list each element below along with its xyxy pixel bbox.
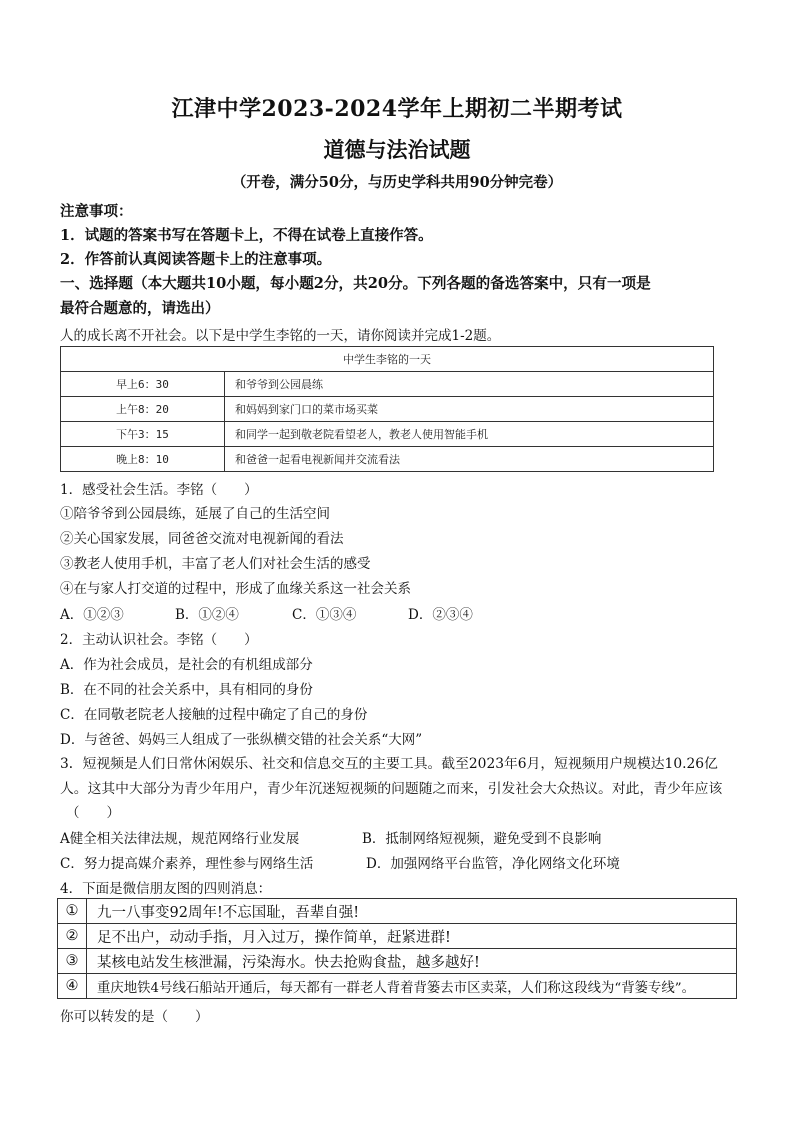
section1-heading-line2: 最符合题意的，请选出） xyxy=(60,300,220,317)
q3-stem-line2: 人。这其中大部分为青少年用户，青少年沉迷短视频的问题随之而来，引发社会大众热议。对此，青少年应该 xyxy=(60,781,723,797)
notice-item-2: 2．作答前认真阅读答题卡上的注意事项。 xyxy=(60,251,332,268)
schedule-time: 下午3：15 xyxy=(61,422,225,447)
q3-option-a: A健全相关法律法规，规范网络行业发展 xyxy=(60,831,300,847)
message-number: ④ xyxy=(58,974,87,999)
exam-title: 江津中学2023-2024学年上期初二半期考试 xyxy=(171,96,623,122)
message-number: ② xyxy=(58,924,87,949)
section1-heading-line1: 一、选择题（本大题共10小题，每小题2分，共20分。下列各题的备选答案中，只有一项是 xyxy=(60,275,651,292)
q2-option-c: C．在同敬老院老人接触的过程中确定了自己的身份 xyxy=(60,707,368,723)
schedule-activity: 和妈妈到家门口的菜市场买菜 xyxy=(225,397,714,422)
schedule-time: 上午8：20 xyxy=(61,397,225,422)
q2-option-d: D．与爸爸、妈妈三人组成了一张纵横交错的社会关系“大网” xyxy=(60,732,423,748)
schedule-activity: 和同学一起到敬老院看望老人，教老人使用智能手机 xyxy=(225,422,714,447)
q4-stem: 4．下面是微信朋友图的四则消息： xyxy=(60,881,272,897)
q2-option-b: B．在不同的社会关系中，具有相同的身份 xyxy=(60,682,313,698)
schedule-row xyxy=(61,422,714,447)
notice-heading: 注意事项： xyxy=(60,203,133,220)
q4-follow-up: 你可以转发的是（ ） xyxy=(60,1009,209,1025)
q1-option-d: D．②③④ xyxy=(408,607,473,623)
q3-stem-line3: （ ） xyxy=(66,805,120,821)
message-row xyxy=(58,974,737,999)
schedule-intro: 人的成长离不开社会。以下是中学生李铭的一天，请你阅读并完成1-2题。 xyxy=(60,328,501,344)
q2-stem: 2．主动认识社会。李铭（ ） xyxy=(60,632,258,648)
q1-statement-3: ③教老人使用手机，丰富了老人们对社会生活的感受 xyxy=(60,556,371,572)
q1-stem: 1．感受社会生活。李铭（ ） xyxy=(60,482,258,498)
schedule-row xyxy=(61,372,714,397)
q1-option-c: C．①③④ xyxy=(292,607,357,623)
message-table xyxy=(57,898,737,999)
message-number: ③ xyxy=(58,949,87,974)
message-row xyxy=(58,899,737,924)
message-text: 重庆地铁4号线石船站开通后，每天都有一群老人背着背篓去市区卖菜，人们称这段线为“背篓专线”。 xyxy=(87,974,737,999)
message-text: 某核电站发生核泄漏，污染海水。快去抢购食盐，越多越好! xyxy=(87,949,737,974)
schedule-time: 晚上8：10 xyxy=(61,447,225,472)
schedule-table xyxy=(60,346,714,472)
q3-option-b: B．抵制网络短视频，避免受到不良影响 xyxy=(362,831,602,847)
schedule-activity: 和爷爷到公园晨练 xyxy=(225,372,714,397)
q3-option-d: D．加强网络平台监管，净化网络文化环境 xyxy=(366,856,620,872)
schedule-activity: 和爸爸一起看电视新闻并交流看法 xyxy=(225,447,714,472)
message-text: 足不出户，动动手指，月入过万，操作简单，赶紧进群! xyxy=(87,924,737,949)
q2-option-a: A．作为社会成员，是社会的有机组成部分 xyxy=(60,657,313,673)
message-number: ① xyxy=(58,899,87,924)
message-row xyxy=(58,924,737,949)
schedule-row xyxy=(61,447,714,472)
subject-title: 道德与法治试题 xyxy=(323,137,471,162)
exam-note: （开卷，满分50分，与历史学科共用90分钟完卷） xyxy=(231,174,563,191)
q1-statement-2: ②关心国家发展，同爸爸交流对电视新闻的看法 xyxy=(60,531,344,547)
q3-stem-line1: 3．短视频是人们日常休闲娱乐、社交和信息交互的主要工具。截至2023年6月，短视频用户规模达10.26亿 xyxy=(60,756,718,772)
q1-option-b: B．①②④ xyxy=(175,607,239,623)
q3-option-c: C．努力提高媒介素养，理性参与网络生活 xyxy=(60,856,314,872)
q1-statement-1: ①陪爷爷到公园晨练，延展了自己的生活空间 xyxy=(60,506,330,522)
schedule-caption: 中学生李铭的一天 xyxy=(61,347,714,372)
q1-option-a: A．①②③ xyxy=(60,607,124,623)
message-text: 九一八事变92周年!不忘国耻，吾辈自强! xyxy=(87,899,737,924)
q1-statement-4: ④在与家人打交道的过程中，形成了血缘关系这一社会关系 xyxy=(60,581,411,597)
message-row xyxy=(58,949,737,974)
schedule-row xyxy=(61,397,714,422)
notice-item-1: 1．试题的答案书写在答题卡上，不得在试卷上直接作答。 xyxy=(60,227,433,244)
schedule-time: 早上6：30 xyxy=(61,372,225,397)
